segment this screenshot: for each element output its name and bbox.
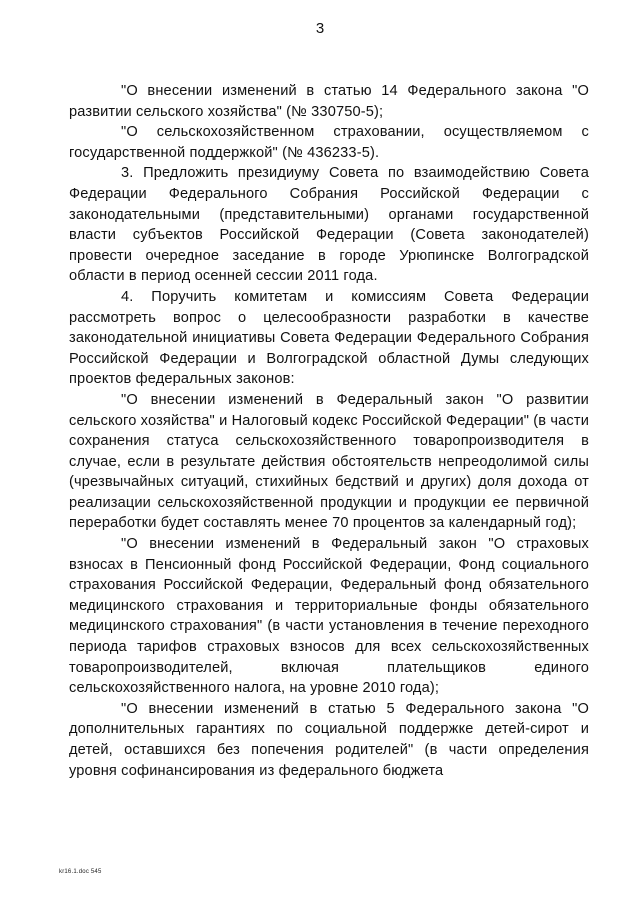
paragraph-7: "О внесении изменений в статью 5 Федерального закона "О дополнительных гарантиях по социальной поддержке детей-сирот и детей, оставшихся без попечения родителей" (в части определения уровня софинансирования из федерального бюджета [69,700,589,779]
paragraph-2: "О сельскохозяйственном страховании, осуществляемом с государственной поддержкой" (№ 436233-5). [69,124,589,161]
document-body [69,81,589,781]
paragraph-3: 3. Предложить президиуму Совета по взаимодействию Совета Федерации Федерального Собрания Российской Федерации с законодательными (представительными) органами государственной власти субъектов Российской Федерации (Совета законодателей) провести очередное заседание в городе Урюпинске Волгоградской области в период осенней сессии 2011 года. [69,165,589,285]
page-number: 3 [315,20,325,37]
paragraph-5: "О внесении изменений в Федеральный закон "О развитии сельского хозяйства" и Налоговый кодекс Российской Федерации" (в части сохранения статуса сельскохозяйственного товаропроизводителя в случае, если в результате действия обстоятельств непреодолимой силы (чрезвычайных ситуаций, стихийных бедствий и других) доля дохода от реализации сельскохозяйственной продукции и продукции ее первичной переработки будет составлять менее 70 процентов за календарный год); [69,391,589,532]
paragraph-6: "О внесении изменений в Федеральный закон "О страховых взносах в Пенсионный фонд Российской Федерации, Фонд социального страхования Российской Федерации, Федеральный фонд обязательного медицинского страхования и территориальные фонды обязательного медицинского страхования" (в части установления в течение переходного периода тарифов страховых взносов для всех сельскохозяйственных товаропроизводителей, включая плательщиков единого сельскохозяйственного налога, на уровне 2010 года); [69,536,589,697]
paragraph-4: 4. Поручить комитетам и комиссиям Совета Федерации рассмотреть вопрос о целесообразности разработки в качестве законодательной инициативы Совета Федерации Федерального Собрания Российской Федерации и Волгоградской областной Думы следующих проектов федеральных законов: [69,288,589,388]
paragraph-1: "О внесении изменений в статью 14 Федерального закона "О развитии сельского хозяйства" (№ 330750-5); [69,83,589,120]
footer-file-reference: kr16.1.doc 545 [59,869,102,875]
